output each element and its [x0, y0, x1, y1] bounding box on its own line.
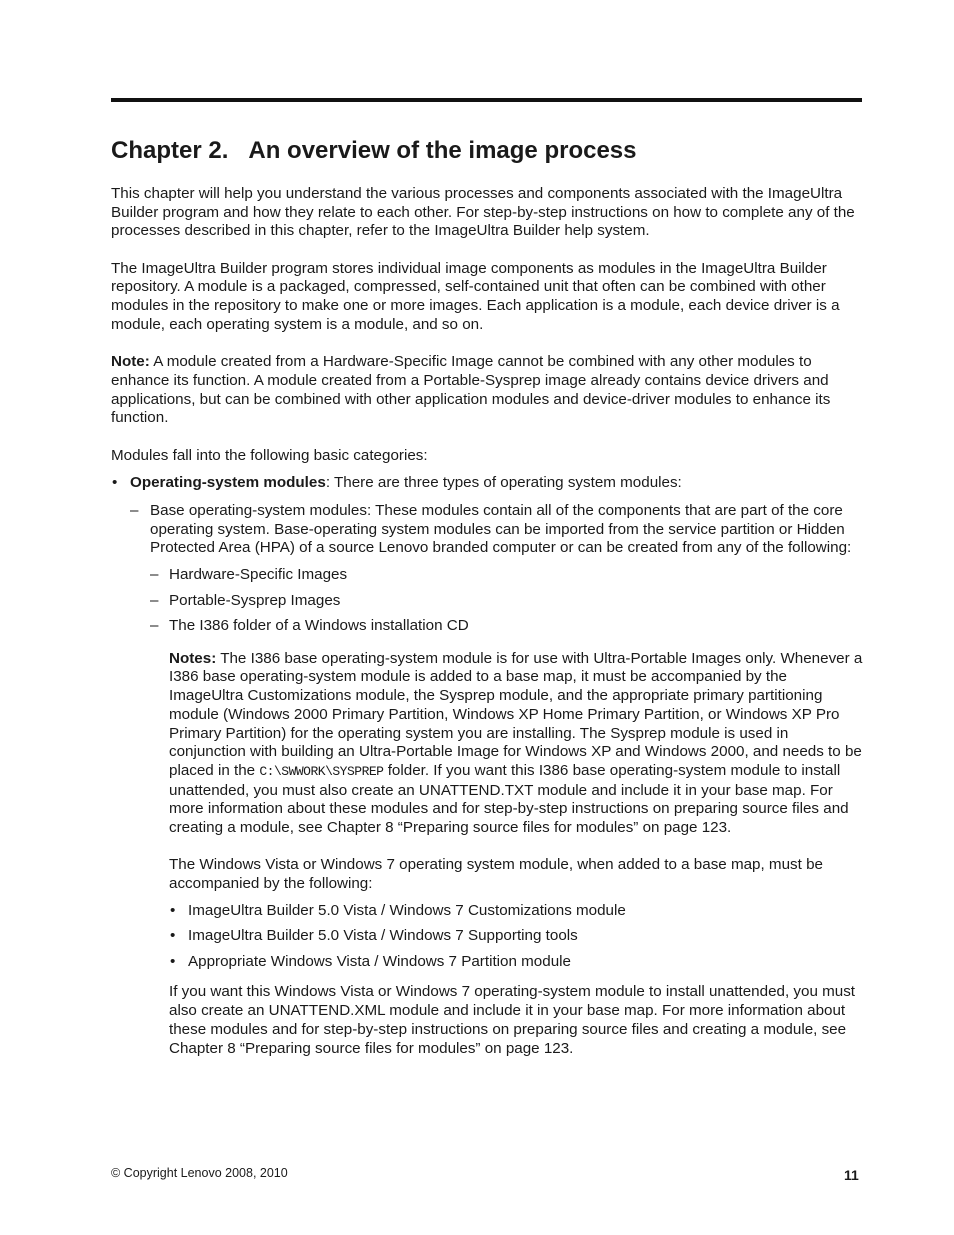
os-modules-label: Operating-system modules — [130, 474, 326, 492]
base-os-modules-item — [130, 502, 863, 636]
copyright-notice: © Copyright Lenovo 2008, 2010 — [111, 1166, 288, 1180]
base-os-sources — [150, 566, 863, 636]
vista-requirement-item: • ImageUltra Builder 5.0 Vista / Windows 7 Supporting tools — [169, 927, 863, 946]
category-list — [111, 474, 863, 493]
intro-paragraph: This chapter will help you understand the various processes and components associated with the ImageUltra Builder program and how they relate to each other. For step-by-step instructions on how to complete any of the processes described in this chapter, refer to the ImageUltra Builder help system. — [111, 185, 855, 240]
repository-paragraph: The ImageUltra Builder program stores individual image components as modules in the ImageUltra Builder repository. A module is a packaged, compressed, self-contained unit that often can be combined with other modules in the repository to make one or more images. Each application is a module, each device driver is a module, each operating system is a module, and so on. — [111, 259, 840, 333]
vista-outro: If you want this Windows Vista or Windows 7 operating-system module to install unattended, you must also create an UNATTEND.XML module and include it in your base map. For more information about these modules and for step-by-step instructions on preparing source files and creating a module, see Chapter 8 “Preparing source files for modules” on page 123. — [169, 983, 856, 1057]
chapter-title-text: An overview of the image process — [248, 137, 637, 164]
source-item: – Portable-Sysprep Images — [150, 592, 863, 611]
note-text: A module created from a Hardware-Specific Image cannot be combined with any other modules to enhance its function. A module created from a Portable-Sysprep image already contains device drivers and applications, but can be combined with other application modules and device-driver modules to enhance its function. — [111, 353, 831, 427]
vista-requirements — [169, 902, 863, 972]
page-number: 11 — [844, 1167, 859, 1183]
notes-text-2: folder. If you want this I386 base operating-system module to install unattended, you must also create an UNATTEND.TXT module and include it in your base map. For more information about these modules and for step-by-step instructions on preparing source files and creating a module, see Chapter 8 “Preparing source files for modules” on page 123. — [169, 761, 849, 837]
source-item: – Hardware-Specific Images — [150, 566, 863, 585]
vista-requirement-item: • Appropriate Windows Vista / Windows 7 Partition module — [169, 953, 863, 972]
notes-block — [169, 650, 863, 1059]
notes-text-1: The I386 base operating-system module is for use with Ultra-Portable Images only. Whenever a I386 base operating-system module is added to a base map, it must be accompanied by the ImageUltra Customizations module, the Sysprep module, and the appropriate primary partitioning module (Windows 2000 Primary Partition, Windows XP Home Primary Partition, or Windows XP Pro Primary Partition) for the operating system you are installing. The Sysprep module is used in conjunction with building an Ultra-Portable Image for Windows XP and Windows 2000, and needs to be placed in the — [169, 649, 863, 779]
vista-requirement-item: • ImageUltra Builder 5.0 Vista / Windows 7 Customizations module — [169, 902, 863, 921]
categories-intro: Modules fall into the following basic categories: — [111, 446, 428, 464]
chapter-title — [111, 134, 637, 168]
sysprep-path: C:\SWWORK\SYSPREP — [259, 763, 384, 779]
os-modules-text: : There are three types of operating system modules: — [325, 474, 682, 492]
notes-label: Notes: — [169, 649, 217, 667]
chapter-top-rule — [111, 98, 862, 102]
note-paragraph — [111, 353, 863, 428]
chapter-number: Chapter 2. — [111, 137, 229, 164]
i386-notes — [169, 650, 863, 838]
category-os-modules — [111, 474, 863, 493]
vista-intro: The Windows Vista or Windows 7 operating system module, when added to a base map, must be accompanied by the following: — [169, 856, 823, 893]
page-body — [111, 185, 863, 1058]
note-label: Note: — [111, 353, 150, 371]
os-module-types — [111, 502, 863, 636]
source-item: – The I386 folder of a Windows installation CD — [150, 617, 863, 636]
base-os-modules-text: Base operating-system modules: These modules contain all of the components that are part of the core operating system. Base-operating system modules can be imported from the service partition or Hidden Protected Area (HPA) of a source Lenovo branded computer or can be created from any of the following: — [150, 501, 852, 557]
